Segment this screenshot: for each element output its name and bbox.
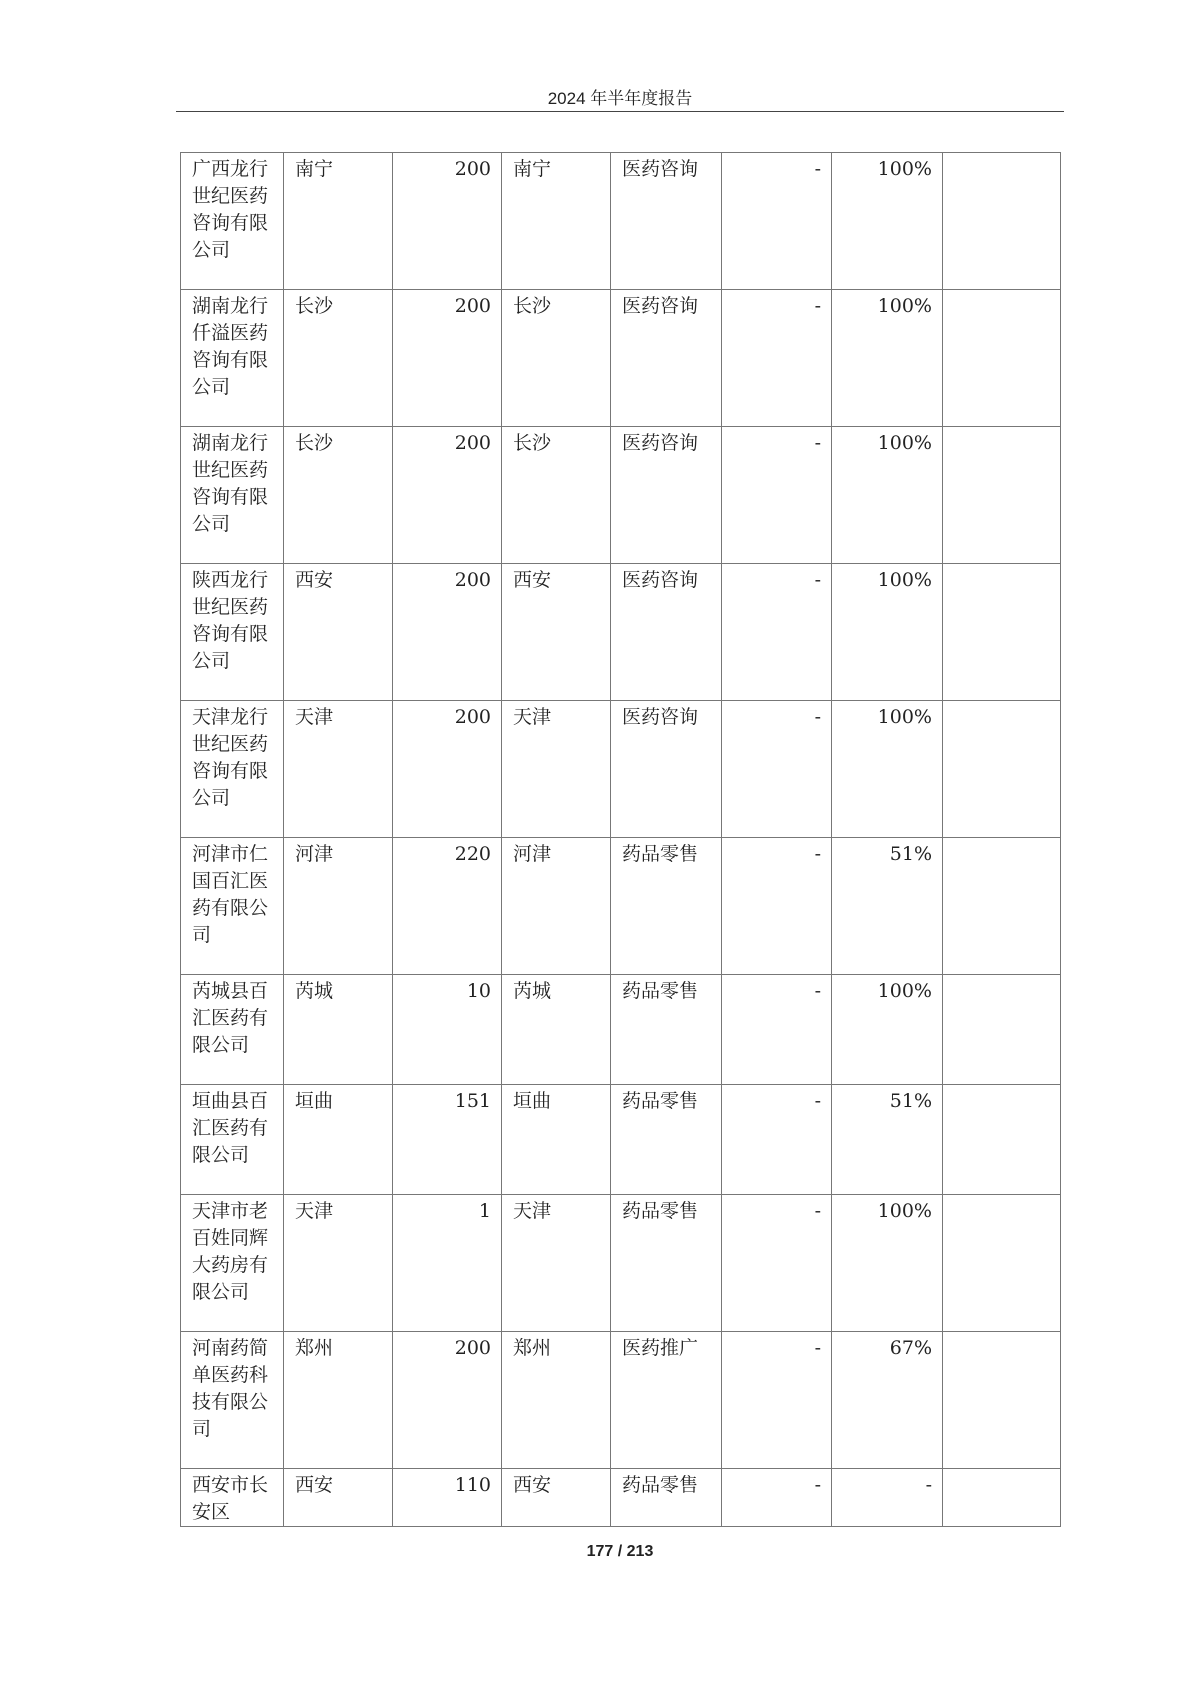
registered-capital-cell: 220 — [393, 838, 502, 975]
business-nature-cell: 药品零售 — [611, 975, 722, 1085]
acquisition-method-cell — [943, 564, 1061, 701]
company-name-cell: 广西龙行世纪医药咨询有限公司 — [181, 153, 284, 290]
table-row — [181, 1195, 1061, 1332]
table-row — [181, 1469, 1061, 1527]
main-location-cell: 南宁 — [284, 153, 393, 290]
registration-place-cell: 天津 — [502, 701, 611, 838]
registration-place-cell: 芮城 — [502, 975, 611, 1085]
company-name-cell: 河南药简单医药科技有限公司 — [181, 1332, 284, 1469]
registered-capital-cell: 200 — [393, 290, 502, 427]
main-location-cell: 西安 — [284, 1469, 393, 1527]
header-divider — [176, 111, 1064, 112]
registered-capital-cell: 110 — [393, 1469, 502, 1527]
table-row — [181, 427, 1061, 564]
main-location-cell: 长沙 — [284, 290, 393, 427]
acquisition-method-cell — [943, 290, 1061, 427]
acquisition-method-cell — [943, 701, 1061, 838]
registration-place-cell: 垣曲 — [502, 1085, 611, 1195]
direct-holding-cell: - — [722, 838, 832, 975]
indirect-holding-cell: 51% — [832, 1085, 943, 1195]
registration-place-cell: 河津 — [502, 838, 611, 975]
report-header-title: 2024 年半年度报告 — [547, 89, 693, 108]
acquisition-method-cell — [943, 1332, 1061, 1469]
business-nature-cell: 医药咨询 — [611, 427, 722, 564]
direct-holding-cell: - — [722, 975, 832, 1085]
business-nature-cell: 医药推广 — [611, 1332, 722, 1469]
direct-holding-cell: - — [722, 701, 832, 838]
acquisition-method-cell — [943, 1469, 1061, 1527]
indirect-holding-cell: 100% — [832, 975, 943, 1085]
direct-holding-cell: - — [722, 153, 832, 290]
direct-holding-cell: - — [722, 1332, 832, 1469]
indirect-holding-cell: 100% — [832, 290, 943, 427]
company-name-cell: 湖南龙行世纪医药咨询有限公司 — [181, 427, 284, 564]
company-name-cell: 陕西龙行世纪医药咨询有限公司 — [181, 564, 284, 701]
business-nature-cell: 药品零售 — [611, 838, 722, 975]
direct-holding-cell: - — [722, 1195, 832, 1332]
registered-capital-cell: 200 — [393, 564, 502, 701]
registration-place-cell: 郑州 — [502, 1332, 611, 1469]
main-location-cell: 天津 — [284, 701, 393, 838]
acquisition-method-cell — [943, 975, 1061, 1085]
business-nature-cell: 药品零售 — [611, 1085, 722, 1195]
registered-capital-cell: 200 — [393, 701, 502, 838]
direct-holding-cell: - — [722, 290, 832, 427]
table-row — [181, 1085, 1061, 1195]
table-row — [181, 153, 1061, 290]
table-row — [181, 290, 1061, 427]
indirect-holding-cell: 51% — [832, 838, 943, 975]
indirect-holding-cell: 100% — [832, 153, 943, 290]
main-location-cell: 河津 — [284, 838, 393, 975]
company-name-cell: 西安市长安区 — [181, 1469, 284, 1527]
registration-place-cell: 天津 — [502, 1195, 611, 1332]
indirect-holding-cell: 100% — [832, 701, 943, 838]
business-nature-cell: 医药咨询 — [611, 701, 722, 838]
main-location-cell: 郑州 — [284, 1332, 393, 1469]
company-name-cell: 垣曲县百汇医药有限公司 — [181, 1085, 284, 1195]
acquisition-method-cell — [943, 427, 1061, 564]
acquisition-method-cell — [943, 1085, 1061, 1195]
direct-holding-cell: - — [722, 1085, 832, 1195]
acquisition-method-cell — [943, 838, 1061, 975]
registered-capital-cell: 1 — [393, 1195, 502, 1332]
main-location-cell: 芮城 — [284, 975, 393, 1085]
main-location-cell: 长沙 — [284, 427, 393, 564]
registration-place-cell: 长沙 — [502, 427, 611, 564]
page-number: 177 / 213 — [586, 1543, 654, 1560]
main-location-cell: 西安 — [284, 564, 393, 701]
indirect-holding-cell: 100% — [832, 427, 943, 564]
registered-capital-cell: 200 — [393, 1332, 502, 1469]
business-nature-cell: 药品零售 — [611, 1195, 722, 1332]
indirect-holding-cell: 67% — [832, 1332, 943, 1469]
indirect-holding-cell: 100% — [832, 564, 943, 701]
company-name-cell: 河津市仁国百汇医药有限公司 — [181, 838, 284, 975]
business-nature-cell: 医药咨询 — [611, 153, 722, 290]
table-row — [181, 1332, 1061, 1469]
business-nature-cell: 药品零售 — [611, 1469, 722, 1527]
direct-holding-cell: - — [722, 427, 832, 564]
registration-place-cell: 南宁 — [502, 153, 611, 290]
acquisition-method-cell — [943, 1195, 1061, 1332]
registered-capital-cell: 200 — [393, 427, 502, 564]
table-row — [181, 564, 1061, 701]
registered-capital-cell: 200 — [393, 153, 502, 290]
main-location-cell: 垣曲 — [284, 1085, 393, 1195]
registration-place-cell: 西安 — [502, 564, 611, 701]
table-body — [181, 153, 1061, 1527]
business-nature-cell: 医药咨询 — [611, 290, 722, 427]
registration-place-cell: 长沙 — [502, 290, 611, 427]
business-nature-cell: 医药咨询 — [611, 564, 722, 701]
company-name-cell: 天津市老百姓同辉大药房有限公司 — [181, 1195, 284, 1332]
indirect-holding-cell: 100% — [832, 1195, 943, 1332]
table-row — [181, 975, 1061, 1085]
direct-holding-cell: - — [722, 1469, 832, 1527]
main-location-cell: 天津 — [284, 1195, 393, 1332]
indirect-holding-cell: - — [832, 1469, 943, 1527]
company-name-cell: 芮城县百汇医药有限公司 — [181, 975, 284, 1085]
registered-capital-cell: 151 — [393, 1085, 502, 1195]
table-row — [181, 838, 1061, 975]
company-name-cell: 天津龙行世纪医药咨询有限公司 — [181, 701, 284, 838]
acquisition-method-cell — [943, 153, 1061, 290]
subsidiaries-table — [180, 152, 1061, 1527]
registration-place-cell: 西安 — [502, 1469, 611, 1527]
table-row — [181, 701, 1061, 838]
company-name-cell: 湖南龙行仟溢医药咨询有限公司 — [181, 290, 284, 427]
direct-holding-cell: - — [722, 564, 832, 701]
registered-capital-cell: 10 — [393, 975, 502, 1085]
